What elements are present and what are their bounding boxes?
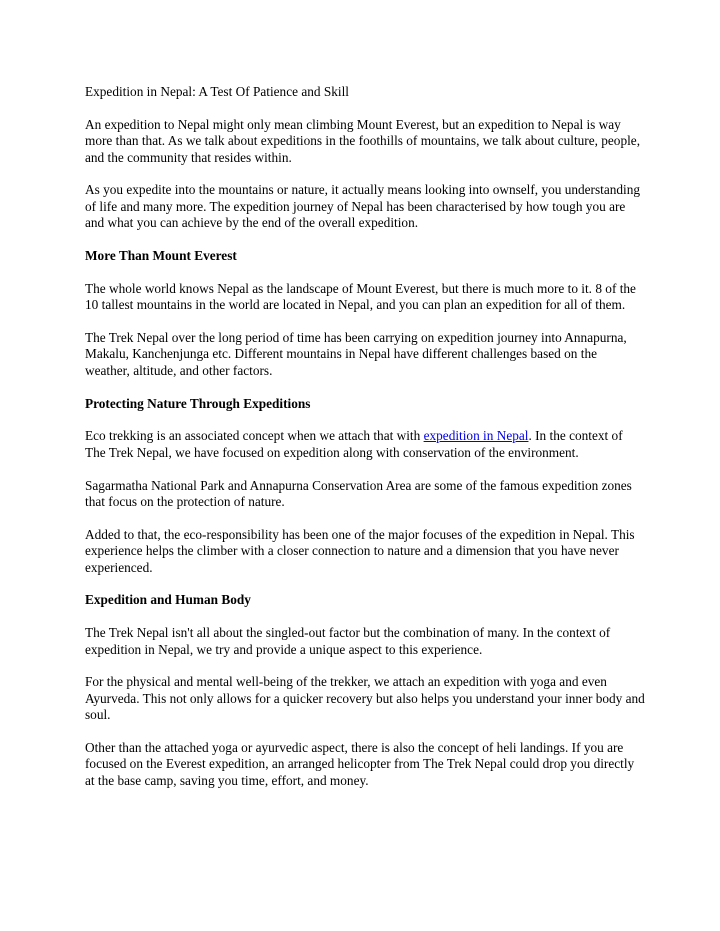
section-heading-human-body: Expedition and Human Body	[85, 592, 251, 608]
section1-paragraph-2: The Trek Nepal over the long period of time has been carrying on expedition journey into Annapurna, Makalu, Kanchenjunga etc. Different mountains in Nepal have different challenges based on the weather, altitude, and other factors.	[85, 330, 627, 378]
section2-paragraph-2: Sagarmatha National Park and Annapurna Conservation Area are some of the famous expedition zones that focus on the protection of nature.	[85, 477, 632, 510]
intro-paragraph-2: As you expedite into the mountains or nature, it actually means looking into ownself, you understanding of life and many more. The expedition journey of Nepal has been characterised by how tough you are and what you can achieve by the end of the overall expedition.	[85, 182, 641, 231]
section3-paragraph-2: For the physical and mental well-being of the trekker, we attach an expedition with yoga and even Ayurveda. This not only allows for a quicker recovery but also helps you understand your inner body and soul.	[85, 674, 645, 723]
document-page	[85, 84, 645, 806]
section-heading-protecting-nature: Protecting Nature Through Expeditions	[85, 395, 311, 411]
document-title: Expedition in Nepal: A Test Of Patience and Skill	[85, 84, 349, 99]
intro-paragraph-1: An expedition to Nepal might only mean climbing Mount Everest, but an expedition to Nepal is way more than that. As we talk about expeditions in the foothills of mountains, we talk about culture, people, and the community that resides within.	[85, 116, 641, 165]
section2-paragraph-3: Added to that, the eco-responsibility has been one of the major focuses of the expedition in Nepal. This experience helps the climber with a closer connection to nature and a dimension that you have never experienced.	[85, 526, 635, 575]
section3-paragraph-1: The Trek Nepal isn't all about the singled-out factor but the combination of many. In the context of expedition in Nepal, we try and provide a unique aspect to this experience.	[85, 625, 611, 657]
expedition-in-nepal-link[interactable]: expedition in Nepal	[423, 428, 529, 444]
section-heading-more-than-everest: More Than Mount Everest	[85, 248, 237, 264]
section2-paragraph-1	[85, 428, 645, 461]
section2-p1-text-after: . In the context of The Trek Nepal, we have focused on expedition along with conservation of the environment.	[85, 428, 623, 460]
section1-paragraph-1: The whole world knows Nepal as the landscape of Mount Everest, but there is much more to it. 8 of the 10 tallest mountains in the world are located in Nepal, and you can plan an expedition for all of them.	[85, 280, 636, 313]
section2-p1-text-before: Eco trekking is an associated concept when we attach that with	[85, 428, 424, 444]
section3-paragraph-3: Other than the attached yoga or ayurvedic aspect, there is also the concept of heli landings. If you are focused on the Everest expedition, an arranged helicopter from The Trek Nepal could drop you directly at the base camp, saving you time, effort, and money.	[85, 740, 635, 788]
